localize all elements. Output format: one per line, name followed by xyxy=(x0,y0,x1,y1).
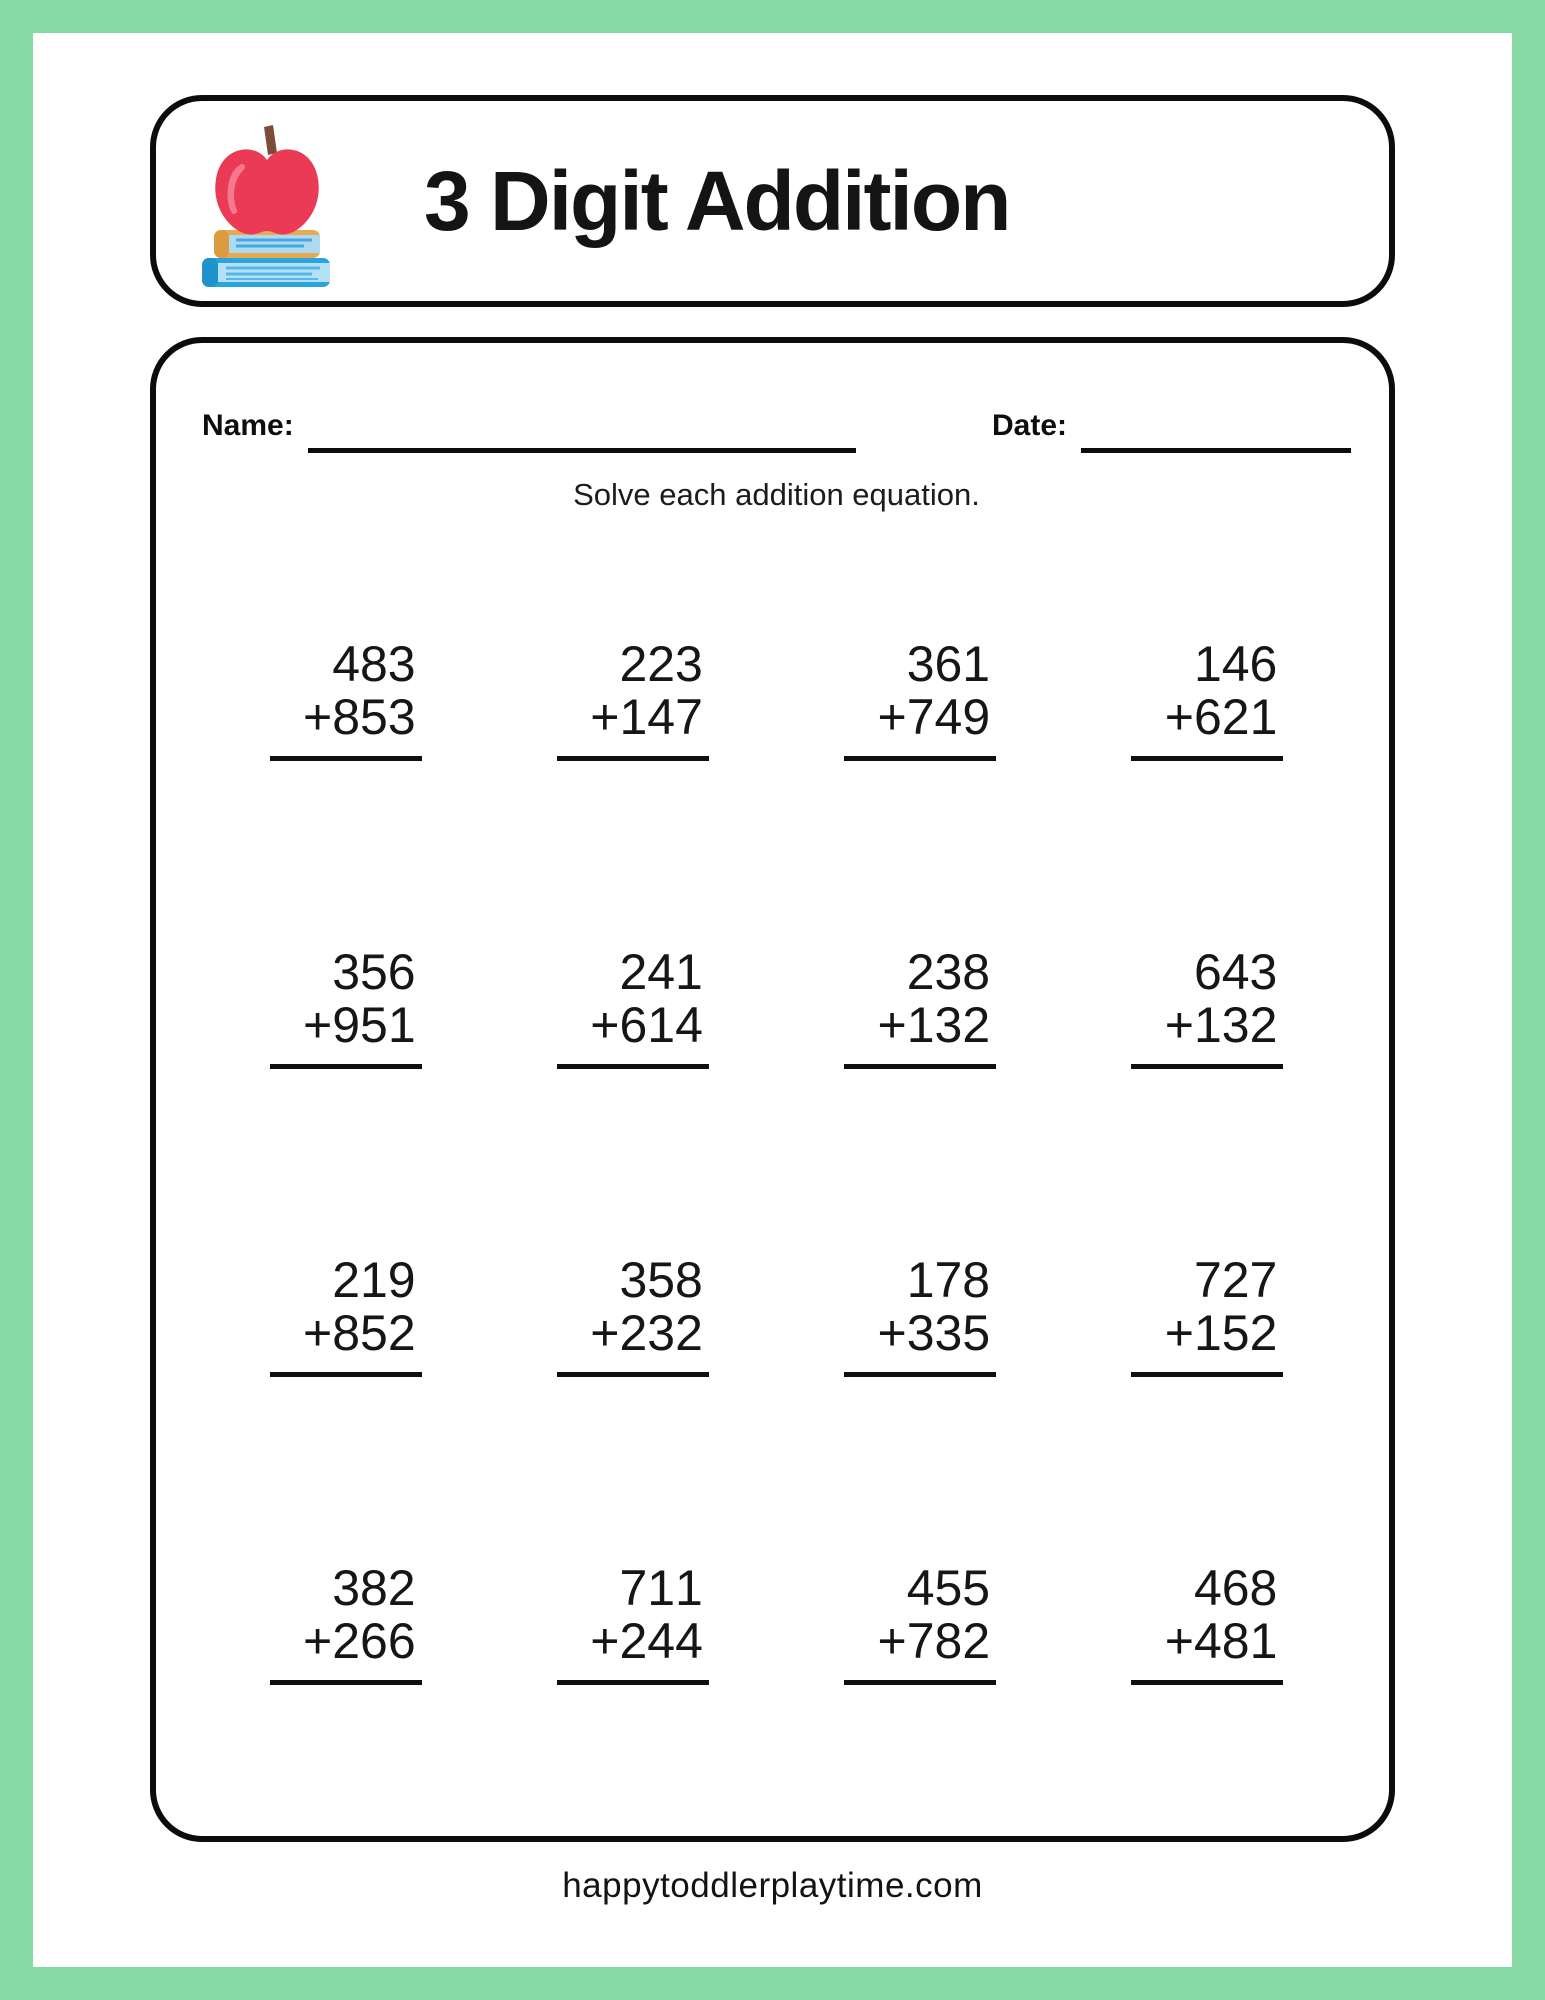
bottom-addend: +244 xyxy=(590,1613,703,1669)
top-addend: 643 xyxy=(1193,944,1278,1000)
answer-blank[interactable] xyxy=(844,756,996,761)
bottom-addend: +132 xyxy=(1164,997,1278,1053)
answer-blank[interactable] xyxy=(270,756,422,761)
addends xyxy=(1131,1254,1283,1360)
answer-blank[interactable] xyxy=(270,1372,422,1377)
top-addend: 146 xyxy=(1193,636,1278,692)
header xyxy=(150,95,1395,307)
answer-blank[interactable] xyxy=(1131,1372,1283,1377)
top-addend: 727 xyxy=(1193,1252,1278,1308)
addends xyxy=(270,638,422,744)
addends xyxy=(557,1562,709,1668)
addends xyxy=(1131,638,1283,744)
date-label: Date: xyxy=(991,409,1067,442)
bottom-addend: +853 xyxy=(303,689,416,745)
bottom-addend: +782 xyxy=(877,1613,991,1669)
addition-problem xyxy=(557,1254,709,1377)
answer-blank[interactable] xyxy=(1131,1064,1283,1069)
bottom-addend: +621 xyxy=(1164,689,1278,745)
bottom-addend: +147 xyxy=(590,689,703,745)
bottom-addend: +152 xyxy=(1164,1305,1278,1361)
top-addend: 711 xyxy=(619,1560,703,1616)
top-addend: 223 xyxy=(619,636,703,692)
addition-problem xyxy=(844,946,996,1069)
addends xyxy=(844,1562,996,1668)
answer-blank[interactable] xyxy=(844,1372,996,1377)
addends xyxy=(844,1254,996,1360)
meta-row xyxy=(202,409,1351,453)
addends xyxy=(557,638,709,744)
top-addend: 178 xyxy=(906,1252,991,1308)
date-blank-line[interactable] xyxy=(1081,413,1351,453)
bottom-addend: +132 xyxy=(877,997,991,1053)
addition-problem xyxy=(844,1254,996,1377)
addition-problem xyxy=(1131,1254,1283,1377)
addition-problem xyxy=(557,638,709,761)
answer-blank[interactable] xyxy=(270,1064,422,1069)
addition-problem xyxy=(1131,1562,1283,1685)
top-addend: 241 xyxy=(619,944,703,1000)
name-field xyxy=(202,409,856,453)
answer-blank[interactable] xyxy=(270,1680,422,1685)
addends xyxy=(844,638,996,744)
addition-problem xyxy=(557,1562,709,1685)
addends xyxy=(1131,1562,1283,1668)
answer-blank[interactable] xyxy=(844,1064,996,1069)
top-addend: 483 xyxy=(332,636,416,692)
bottom-addend: +266 xyxy=(303,1613,416,1669)
top-addend: 219 xyxy=(332,1252,416,1308)
answer-blank[interactable] xyxy=(1131,756,1283,761)
top-addend: 361 xyxy=(906,636,991,692)
answer-blank[interactable] xyxy=(557,1064,709,1069)
addends xyxy=(1131,946,1283,1052)
addition-problem xyxy=(557,946,709,1069)
answer-blank[interactable] xyxy=(557,1372,709,1377)
addition-problem xyxy=(1131,638,1283,761)
top-addend: 382 xyxy=(332,1560,416,1616)
bottom-addend: +335 xyxy=(877,1305,991,1361)
top-addend: 358 xyxy=(619,1252,703,1308)
answer-blank[interactable] xyxy=(557,756,709,761)
answer-blank[interactable] xyxy=(1131,1680,1283,1685)
addends xyxy=(270,1562,422,1668)
addition-problem xyxy=(844,638,996,761)
addends xyxy=(270,946,422,1052)
bottom-addend: +951 xyxy=(303,997,416,1053)
instruction-text: Solve each addition equation. xyxy=(573,477,980,512)
top-addend: 356 xyxy=(332,944,416,1000)
date-field xyxy=(992,409,1351,453)
addition-problem xyxy=(270,638,422,761)
apple-on-books-icon xyxy=(192,115,342,287)
addition-problem xyxy=(1131,946,1283,1069)
addition-problem xyxy=(270,946,422,1069)
answer-blank[interactable] xyxy=(844,1680,996,1685)
top-addend: 238 xyxy=(906,944,991,1000)
problems-grid xyxy=(202,638,1351,1685)
addition-problem xyxy=(844,1562,996,1685)
addends xyxy=(844,946,996,1052)
bottom-addend: +852 xyxy=(303,1305,416,1361)
addends xyxy=(270,1254,422,1360)
addends xyxy=(557,946,709,1052)
addition-problem xyxy=(270,1254,422,1377)
name-blank-line[interactable] xyxy=(308,413,856,453)
name-label: Name: xyxy=(202,409,294,442)
top-addend: 455 xyxy=(906,1560,991,1616)
page-title: 3 Digit Addition xyxy=(424,153,1010,248)
bottom-addend: +481 xyxy=(1164,1613,1278,1669)
top-addend: 468 xyxy=(1193,1560,1278,1616)
addends xyxy=(557,1254,709,1360)
answer-blank[interactable] xyxy=(557,1680,709,1685)
worksheet-body xyxy=(150,337,1395,1842)
footer-url: happytoddlerplaytime.com xyxy=(562,1866,983,1905)
bottom-addend: +232 xyxy=(590,1305,703,1361)
addition-problem xyxy=(270,1562,422,1685)
worksheet-sheet xyxy=(33,33,1512,1967)
bottom-addend: +614 xyxy=(590,997,703,1053)
bottom-addend: +749 xyxy=(877,689,991,745)
